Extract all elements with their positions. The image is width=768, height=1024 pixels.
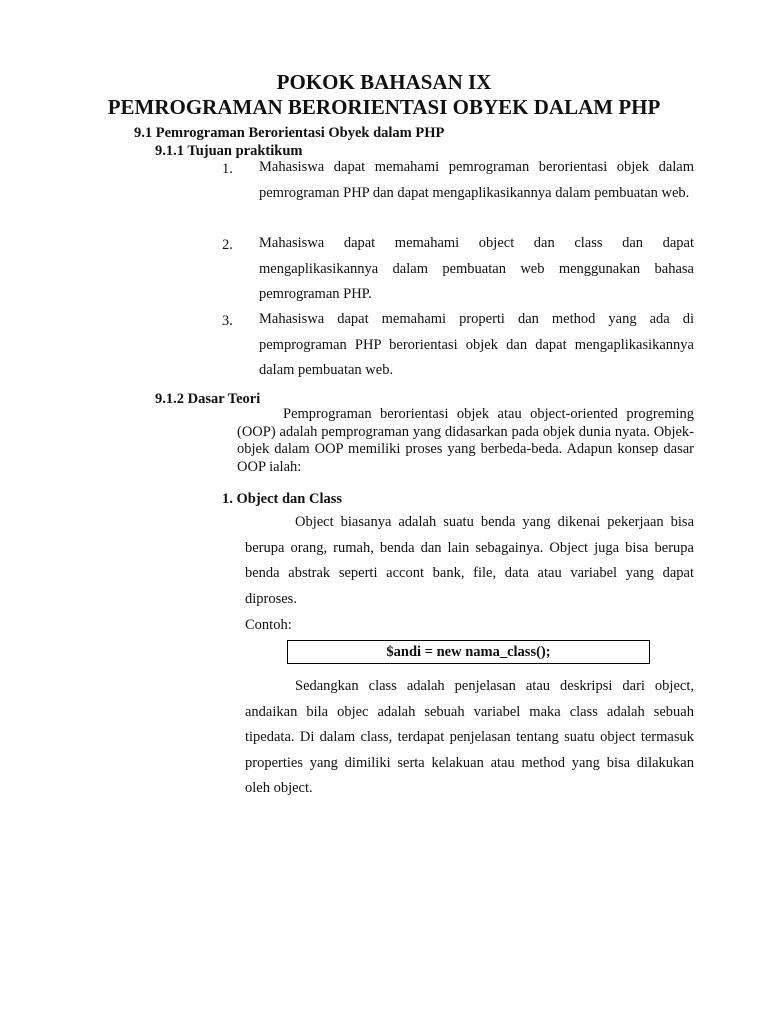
list-item-text: Mahasiswa dapat memahami pemrograman berorientasi objek dalam pemrograman PHP dan dapat mengaplikasikannya dalam pembuatan web.	[259, 159, 694, 201]
contoh-label: Contoh:	[245, 617, 292, 633]
list-item-text: Mahasiswa dapat memahami properti dan method yang ada di pemprograman PHP berorientasi objek dan dapat mengaplikasikannya dalam pembuatan web.	[259, 311, 694, 378]
section-heading: 9.1 Pemrograman Berorientasi Obyek dalam PHP	[134, 125, 445, 141]
object-paragraph: Object biasanya adalah suatu benda yang dikenai pekerjaan bisa berupa orang, rumah, benda dan lain sebagainya. Object juga bisa berupa benda abstrak seperti accont bank, file, data atau variabel yang dapat diproses.	[245, 514, 694, 607]
intro-paragraph: Pemprograman berorientasi objek atau object-oriented progreming (OOP) adalah pemprograman yang didasarkan pada objek dunia nyata. Objek-objek dalam OOP memiliki proses yang berbeda-beda. Adapun konsep dasar OOP ialah:	[237, 406, 694, 475]
chapter-subtitle: PEMROGRAMAN BERORIENTASI OBYEK DALAM PHP	[107, 95, 661, 119]
subsection-heading-tujuan: 9.1.1 Tujuan praktikum	[155, 143, 303, 159]
list-number: 3.	[222, 313, 233, 329]
list-number: 2.	[222, 237, 233, 253]
list-item-text: Mahasiswa dapat memahami object dan class dan dapat mengaplikasikannya dalam pembuatan web menggunakan bahasa pemrograman PHP.	[259, 235, 694, 302]
subsection-heading-dasar: 9.1.2 Dasar Teori	[155, 391, 261, 407]
sub-heading-object-class: 1. Object dan Class	[222, 491, 343, 507]
list-number: 1.	[222, 161, 233, 177]
code-box: $andi = new nama_class();	[287, 640, 650, 664]
chapter-title: POKOK BAHASAN IX	[276, 70, 492, 94]
class-paragraph: Sedangkan class adalah penjelasan atau deskripsi dari object, andaikan bila objec adalah sebuah variabel maka class adalah sebuah tipedata. Di dalam class, terdapat penjelasan tentang suatu object termasuk properties yang dimiliki serta kelakuan atau method yang bisa dilakukan oleh object.	[245, 678, 694, 796]
